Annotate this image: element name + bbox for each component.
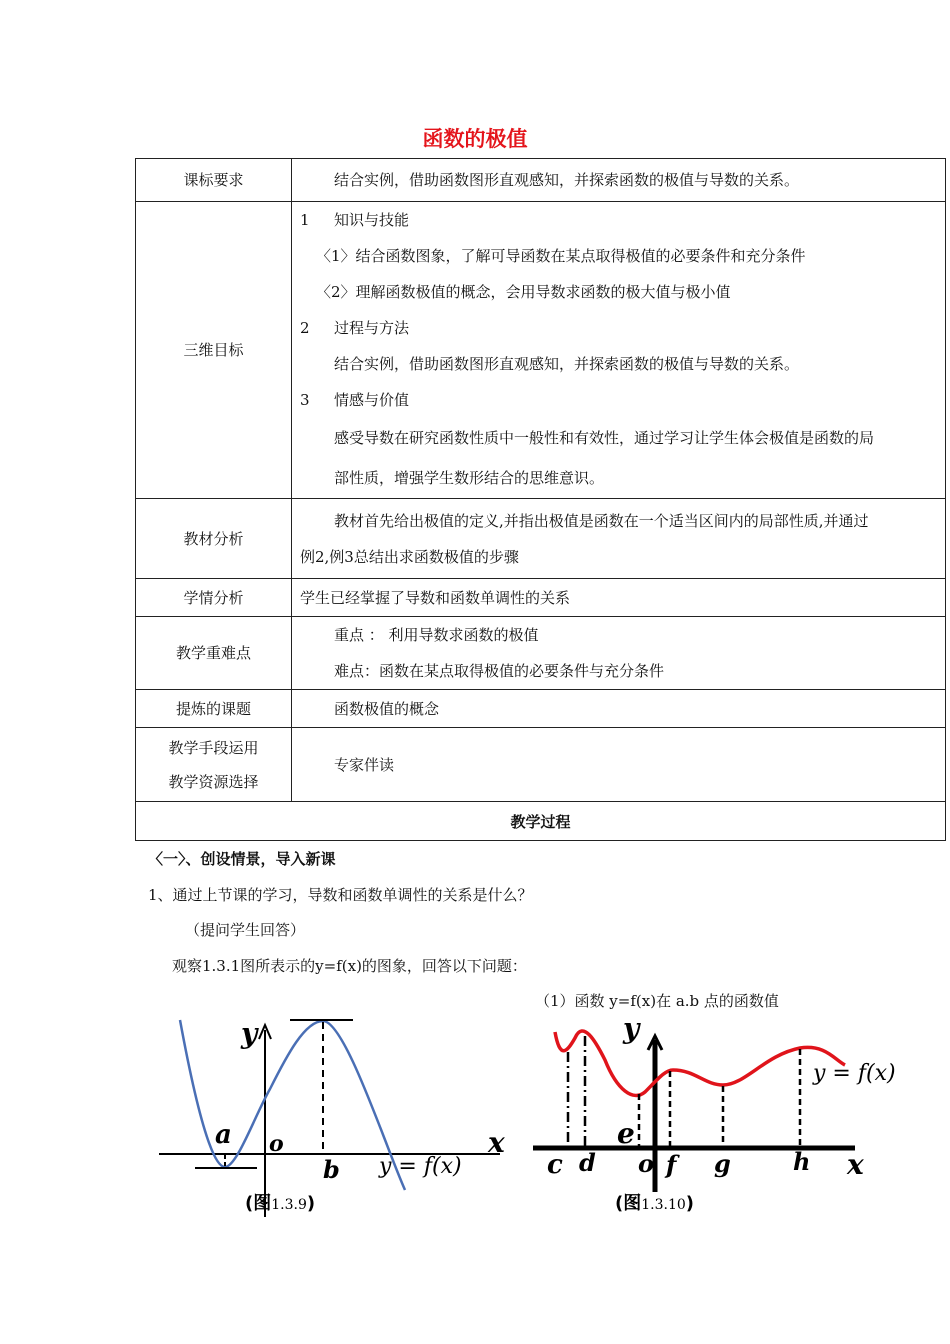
label-function: y = f(x)	[813, 1061, 896, 1086]
row-text: 例2,例3总结出求函数极值的步骤	[300, 547, 519, 566]
label-x: x	[488, 1126, 505, 1159]
function-curve	[180, 1020, 405, 1190]
goal-line: 3 情感与价值	[300, 391, 410, 409]
goal-line: 1 知识与技能	[300, 211, 410, 229]
question-hint: （提问学生回答）	[185, 921, 306, 939]
section-heading: 〈一〉、创设情景，导入新课	[148, 850, 336, 868]
row-label: 教学重难点	[136, 617, 292, 690]
row-label: 教材分析	[136, 499, 292, 579]
row-text: 专家伴读	[334, 755, 395, 774]
row-label: 教学资源选择	[168, 772, 259, 791]
function-curve	[555, 1031, 845, 1095]
goal-line: 感受导数在研究函数性质中一般性和有效性，通过学习让学生体会极值是函数的局	[334, 429, 875, 447]
row-label: 学情分析	[136, 579, 292, 617]
figure-1-3-10	[525, 1010, 925, 1222]
row-text: 难点：函数在某点取得极值的必要条件与充分条件	[334, 662, 665, 680]
label-g: g	[714, 1149, 731, 1178]
row-keti	[136, 690, 946, 728]
figure-caption: (图1.3.10)	[615, 1193, 694, 1214]
goal-line: 〈2〉理解函数极值的概念，会用导数求函数的极大值与极小值	[316, 283, 731, 301]
goal-line: 部性质，增强学生数形结合的思维意识。	[334, 469, 605, 487]
label-y: y	[241, 1017, 258, 1050]
row-label: 课标要求	[136, 159, 292, 202]
row-label: 教学手段运用	[168, 738, 259, 757]
row-xueqing	[136, 579, 946, 617]
row-text: 重点 ： 利用导数求函数的极值	[334, 626, 539, 644]
row-text: 函数极值的概念	[334, 699, 440, 718]
label-b: b	[323, 1155, 340, 1184]
row-kebiao	[136, 159, 946, 202]
row-text: 学生已经掌握了导数和函数单调性的关系	[292, 579, 946, 617]
label-f: f	[666, 1150, 677, 1179]
row-jiaocai	[136, 499, 946, 579]
label-c: c	[547, 1150, 563, 1180]
figure-1-3-9	[155, 1005, 515, 1220]
label-o: o	[269, 1131, 284, 1157]
observe-instruction: 观察1.3.1图所表示的y=f(x)的图象，回答以下问题：	[172, 957, 527, 975]
row-process	[136, 802, 946, 841]
question-1: 1、通过上节课的学习，导数和函数单调性的关系是什么？	[148, 886, 533, 904]
label-h: h	[793, 1147, 811, 1176]
label-e: e	[617, 1117, 635, 1150]
label-a: a	[215, 1120, 232, 1150]
page-title: 函数的极值	[422, 127, 528, 151]
row-sanwei	[136, 202, 946, 499]
label-x: x	[847, 1148, 864, 1181]
goal-line: 2 过程与方法	[300, 319, 410, 337]
row-text: 结合实例，借助函数图形直观感知，并探索函数的极值与导数的关系。	[334, 171, 800, 189]
sub-question-1: （1）函数 y=f(x)在 a.b 点的函数值	[535, 992, 779, 1010]
label-y: y	[623, 1012, 640, 1045]
label-d: d	[579, 1148, 596, 1177]
lesson-plan-table	[135, 158, 946, 841]
label-function: y = f(x)	[379, 1154, 462, 1179]
row-zhongnan	[136, 617, 946, 690]
goal-line: 〈1〉结合函数图象，了解可导函数在某点取得极值的必要条件和充分条件	[316, 247, 806, 265]
figure-caption: (图1.3.9)	[245, 1193, 316, 1214]
row-text: 教材首先给出极值的定义,并指出极值是函数在一个适当区间内的局部性质,并通过	[334, 511, 869, 530]
label-o: o	[638, 1149, 655, 1178]
process-heading: 教学过程	[136, 802, 946, 841]
row-label: 三维目标	[136, 202, 292, 499]
row-shouduan	[136, 728, 946, 802]
goal-line: 结合实例，借助函数图形直观感知，并探索函数的极值与导数的关系。	[334, 355, 800, 373]
row-label: 提炼的课题	[136, 690, 292, 728]
